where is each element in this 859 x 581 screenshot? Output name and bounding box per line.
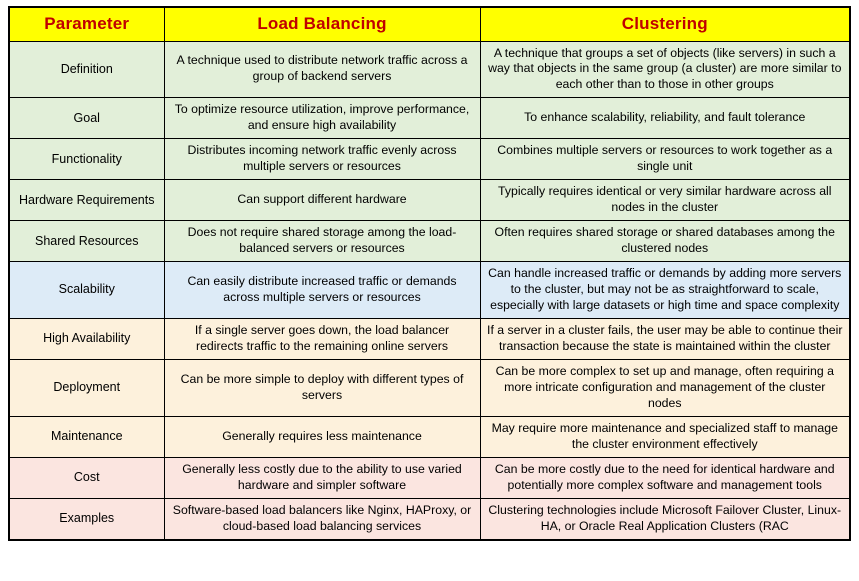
cell-load-balancing: If a single server goes down, the load balancer redirects traffic to the remaining online servers xyxy=(164,319,480,360)
column-header-parameter: Parameter xyxy=(9,7,164,41)
cell-parameter: Deployment xyxy=(9,360,164,417)
table-row xyxy=(9,98,850,139)
cell-clustering: Combines multiple servers or resources to work together as a single unit xyxy=(480,139,850,180)
cell-clustering: Can be more complex to set up and manage, often requiring a more intricate configuration and management of the cluster nodes xyxy=(480,360,850,417)
cell-clustering: Often requires shared storage or shared databases among the clustered nodes xyxy=(480,221,850,262)
cell-parameter: Cost xyxy=(9,458,164,499)
cell-parameter: Maintenance xyxy=(9,417,164,458)
cell-parameter: High Availability xyxy=(9,319,164,360)
cell-clustering: Can be more costly due to the need for identical hardware and potentially more complex software and management tools xyxy=(480,458,850,499)
cell-clustering: Clustering technologies include Microsoft Failover Cluster, Linux-HA, or Oracle Real Application Clusters (RAC xyxy=(480,499,850,540)
cell-load-balancing: Can support different hardware xyxy=(164,180,480,221)
column-header-clustering: Clustering xyxy=(480,7,850,41)
table-row xyxy=(9,319,850,360)
cell-clustering: Typically requires identical or very similar hardware across all nodes in the cluster xyxy=(480,180,850,221)
table-header-row xyxy=(9,7,850,41)
cell-clustering: If a server in a cluster fails, the user may be able to continue their transaction because the state is maintained within the cluster xyxy=(480,319,850,360)
cell-parameter: Shared Resources xyxy=(9,221,164,262)
cell-parameter: Hardware Requirements xyxy=(9,180,164,221)
cell-clustering: To enhance scalability, reliability, and fault tolerance xyxy=(480,98,850,139)
cell-load-balancing: To optimize resource utilization, improve performance, and ensure high availability xyxy=(164,98,480,139)
column-header-load-balancing: Load Balancing xyxy=(164,7,480,41)
table-row xyxy=(9,139,850,180)
comparison-table xyxy=(8,6,851,541)
table-header xyxy=(9,7,850,41)
cell-load-balancing: Can be more simple to deploy with different types of servers xyxy=(164,360,480,417)
cell-parameter: Goal xyxy=(9,98,164,139)
table-row xyxy=(9,499,850,540)
cell-parameter: Scalability xyxy=(9,262,164,319)
cell-parameter: Definition xyxy=(9,41,164,98)
cell-load-balancing: Generally requires less maintenance xyxy=(164,417,480,458)
cell-clustering: May require more maintenance and specialized staff to manage the cluster environment effectively xyxy=(480,417,850,458)
cell-load-balancing: Software-based load balancers like Nginx, HAProxy, or cloud-based load balancing services xyxy=(164,499,480,540)
cell-parameter: Examples xyxy=(9,499,164,540)
cell-load-balancing: Distributes incoming network traffic evenly across multiple servers or resources xyxy=(164,139,480,180)
cell-clustering: Can handle increased traffic or demands by adding more servers to the cluster, but may not be as straightforward to scale, especially with large datasets or high time and space complexity xyxy=(480,262,850,319)
table-body xyxy=(9,41,850,540)
table-row xyxy=(9,180,850,221)
table-row xyxy=(9,221,850,262)
cell-load-balancing: A technique used to distribute network traffic across a group of backend servers xyxy=(164,41,480,98)
table-row xyxy=(9,262,850,319)
cell-load-balancing: Generally less costly due to the ability to use varied hardware and simpler software xyxy=(164,458,480,499)
table-row xyxy=(9,41,850,98)
cell-parameter: Functionality xyxy=(9,139,164,180)
cell-clustering: A technique that groups a set of objects (like servers) in such a way that objects in the same group (a cluster) are more similar to each other than to those in other groups xyxy=(480,41,850,98)
table-row xyxy=(9,458,850,499)
table-row xyxy=(9,417,850,458)
table-row xyxy=(9,360,850,417)
cell-load-balancing: Can easily distribute increased traffic or demands across multiple servers or resources xyxy=(164,262,480,319)
cell-load-balancing: Does not require shared storage among the load-balanced servers or resources xyxy=(164,221,480,262)
